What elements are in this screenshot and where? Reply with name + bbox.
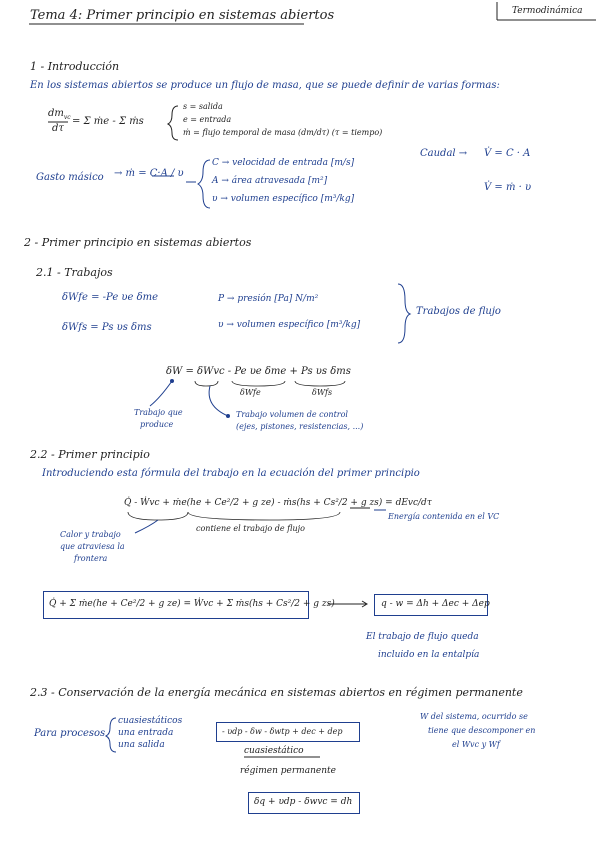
var-area: A → área atravesada [m²] [212, 176, 328, 186]
boxed-specific-text: q - w = Δh + Δec + Δep [381, 599, 490, 609]
boxed-energy-equation [43, 591, 335, 619]
section-2-1-heading: 2.1 - Trabajos [36, 266, 113, 279]
final-equation: δq + υdp - δwvc = dh [254, 797, 353, 807]
work-eq-salida: δWfs = Ps υs δms [62, 322, 152, 333]
total-work-eq: δW = δWvc - Pe υe δme + Ps υs δms [166, 366, 351, 377]
caudal-label: Caudal → [420, 148, 468, 159]
section-2-3-heading: 2.3 - Conservación de la energía mecánica en sistemas abiertos en régimen permanente [30, 686, 523, 699]
work-eq-entrada: δWfe = -Pe υe δme [62, 292, 159, 303]
enthalpy-note-2: incluido en la entalpía [378, 650, 480, 660]
cond-una-salida: una salida [118, 740, 165, 750]
enthalpy-note-1: El trabajo de flujo queda [366, 632, 479, 642]
caudal-eq-2: V̇ = ṁ · υ [484, 182, 532, 193]
subject-label: Termodinámica [512, 6, 583, 16]
note-vc-1: Trabajo volumen de control [236, 410, 348, 419]
total-work-label-e: δWfe [240, 388, 261, 397]
def-presion: P → presión [Pa] N/m² [218, 294, 319, 304]
caudal-eq-1: V̇ = C · A [484, 148, 531, 159]
legend-entrada: e = entrada [183, 115, 232, 124]
final-equation-box [248, 792, 360, 814]
boxed-specific-equation [374, 594, 488, 616]
label-regimen-permanente: régimen permanente [240, 766, 336, 776]
section-1-heading: 1 - Introducción [30, 60, 120, 73]
def-volumen: υ → volumen específico [m³/kg] [218, 320, 361, 330]
heat-note-2: que atraviesa la [60, 542, 125, 551]
mass-eq-numerator: $dm_{vc}$ [48, 108, 71, 121]
mass-eq-denominator: dτ [52, 123, 64, 134]
trabajos-flujo-label: Trabajos de flujo [416, 306, 501, 317]
section-2-2-heading: 2.2 - Primer principio [30, 448, 150, 461]
page-title: Tema 4: Primer principio en sistemas abiertos [30, 8, 335, 23]
mechanical-energy-eq: - υdp - δw - δwtp + dec + dep [222, 727, 343, 736]
heat-note-1: Calor y trabajo [60, 530, 121, 539]
note-w-3: el Wvc y Wf [452, 740, 500, 749]
var-volumen: υ → volumen específico [m³/kg] [212, 194, 355, 204]
label-cuasiestatico: cuasiestático [244, 746, 304, 756]
para-procesos: Para procesos [34, 728, 106, 739]
total-work-label-s: δWfs [312, 388, 333, 397]
note-w-2: tiene que descomponer en [428, 726, 536, 735]
legend-flujo: ṁ = flujo temporal de masa (dm/dτ) (τ = tiempo) [183, 128, 383, 137]
cond-una-entrada: una entrada [118, 728, 174, 738]
boxed-energy-text: Q̇ + Σ ṁe(he + Ce²/2 + g ze) = Ẇvc + Σ ṁs(hs + Cs²/2 + g zs) [49, 599, 335, 609]
gasto-label: Gasto másico [36, 172, 104, 183]
heat-note-3: frontera [74, 554, 108, 563]
energy-note: Energía contenida en el VC [388, 512, 500, 521]
section-2-heading: 2 - Primer principio en sistemas abiertos [24, 236, 252, 249]
note-total-1: Trabajo que [134, 408, 183, 417]
cond-cuasiestaticos: cuasiestáticos [118, 716, 183, 726]
mass-eq-rhs: = Σ ṁe - Σ ṁs [72, 116, 144, 127]
mechanical-energy-box [216, 722, 360, 742]
first-law-eq: Q̇ - Ẇvc + ṁe(he + Ce²/2 + g ze) - ṁs(hs + Cs²/2 + g zs) = dEvc/dτ [124, 498, 432, 508]
legend-salida: s = salida [183, 102, 223, 111]
note-total-2: produce [140, 420, 174, 429]
var-velocidad: C → velocidad de entrada [m/s] [212, 158, 355, 168]
section-1-intro: En los sistemas abiertos se produce un flujo de masa, que se puede definir de varias formas: [30, 80, 500, 91]
flow-note: contiene el trabajo de flujo [196, 524, 305, 533]
section-2-2-intro: Introduciendo esta fórmula del trabajo en la ecuación del primer principio [42, 468, 420, 479]
note-w-1: W del sistema, ocurrido se [420, 712, 528, 721]
gasto-equation: → ṁ = C·A / υ [114, 168, 184, 179]
note-vc-2: (ejes, pistones, resistencias, ...) [236, 422, 364, 431]
